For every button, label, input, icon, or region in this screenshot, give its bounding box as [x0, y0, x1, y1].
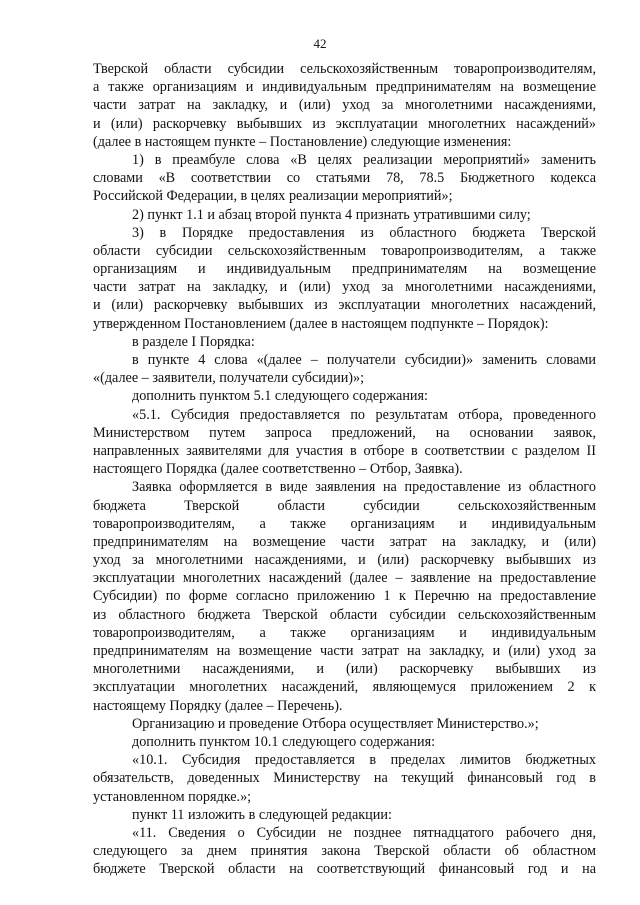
text-line: Субсидии) по форме согласно приложению 1 к Перечню на предоставление [93, 588, 596, 605]
text-line: (далее в настоящем пункте – Постановление) следующие изменения: [93, 133, 512, 150]
text-line: а также организациям и индивидуальным предпринимателям на возмещение [93, 79, 596, 96]
text-line: «10.1. Субсидия предоставляется в пределах лимитов бюджетных [132, 752, 596, 769]
text-line: Министерством путем запроса предложений, на основании заявок, [93, 424, 596, 441]
text-line: «11. Сведения о Субсидии не позднее пятнадцатого рабочего дня, [132, 824, 596, 841]
text-line: Организацию и проведение Отбора осуществляет Министерство.»; [132, 715, 539, 732]
text-line: предпринимателям на возмещение части затрат на закладку, и (или) уход за [93, 643, 596, 659]
text-line: утвержденном Постановлением (далее в настоящем подпункте – Порядок): [93, 315, 549, 332]
text-line: и (или) раскорчевку выбывших из эксплуатации многолетних насаждений, [93, 297, 596, 314]
text-line: дополнить пунктом 5.1 следующего содержания: [132, 388, 428, 405]
text-line: эксплуатации многолетних насаждений, являющемуся приложением 2 к [93, 679, 596, 696]
text-line: области субсидии сельскохозяйственным товаропроизводителям, а также [93, 242, 596, 259]
text-line: организациям и индивидуальным предпринимателям на возмещение [93, 261, 596, 278]
text-line: бюджете Тверской области на соответствующий финансовый год и на [93, 861, 596, 878]
text-line: бюджета Тверской области субсидии сельскохозяйственным [93, 497, 596, 514]
text-line: в пункте 4 слова «(далее – получатели субсидии)» заменить словами [132, 352, 596, 368]
text-line: установленном порядке.»; [93, 788, 252, 805]
text-line: уход за многолетними насаждениями, и (или) раскорчевку выбывших из [93, 552, 596, 569]
text-line: предпринимателям на возмещение части затрат на закладку, и (или) [93, 533, 596, 550]
text-line: части затрат на закладку, и (или) уход за многолетними насаждениями, [93, 279, 596, 296]
text-line: 3) в Порядке предоставления из областного бюджета Тверской [132, 224, 596, 241]
text-line: направленных заявителями для участия в отборе в соответствии с разделом II [93, 442, 596, 459]
text-line: из областного бюджета Тверской области субсидии сельскохозяйственным [93, 606, 596, 623]
text-line: многолетними насаждениями, и (или) раскорчевку выбывших из [93, 661, 596, 678]
text-line: следующего за днем принятия закона Тверской области об областном [93, 843, 596, 860]
text-line: дополнить пунктом 10.1 следующего содержания: [132, 733, 436, 750]
text-line: Тверской области субсидии сельскохозяйственным товаропроизводителям, [93, 61, 596, 77]
text-line: эксплуатации многолетних насаждений (далее – заявление на предоставление [93, 570, 596, 587]
text-line: пункт 11 изложить в следующей редакции: [132, 806, 392, 823]
text-line: настоящему Порядку (далее – Перечень). [93, 697, 343, 714]
text-line: 2) пункт 1.1 и абзац второй пункта 4 признать утратившими силу; [132, 206, 531, 223]
text-line: и (или) раскорчевку выбывших из эксплуатации многолетних насаждений» [93, 115, 596, 132]
text-line: в разделе I Порядка: [132, 333, 255, 350]
page-number: 42 [313, 36, 327, 51]
text-line: части затрат на закладку, и (или) уход за многолетними насаждениями, [93, 97, 596, 114]
text-line: товаропроизводителям, а также организациям и индивидуальным [93, 515, 596, 532]
text-line: «(далее – заявители, получатели субсидии)»; [93, 370, 365, 387]
document-body [93, 60, 596, 878]
text-line: Заявка оформляется в виде заявления на предоставление из областного [132, 479, 596, 496]
text-line: словами «В соответствии со статьями 78, 78.5 Бюджетного кодекса [93, 170, 596, 187]
text-line: обязательств, доведенных Министерству на текущий финансовый год в [93, 770, 596, 787]
text-line: 1) в преамбуле слова «В целях реализации мероприятий» заменить [132, 151, 596, 168]
text-line: «5.1. Субсидия предоставляется по результатам отбора, проведенного [132, 406, 596, 423]
text-line: Российской Федерации, в целях реализации мероприятий»; [93, 188, 453, 205]
text-line: настоящего Порядка (далее соответственно – Отбор, Заявка). [93, 461, 463, 478]
text-line: товаропроизводителям, а также организациям и индивидуальным [93, 624, 596, 641]
